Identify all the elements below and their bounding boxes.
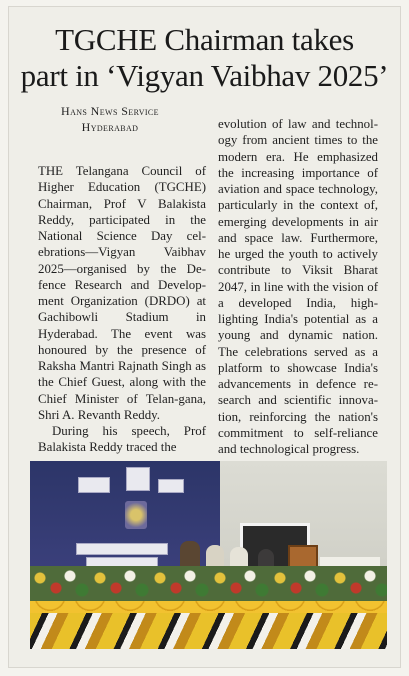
photo-flower-decoration xyxy=(30,566,387,606)
photo-sponsor-strip xyxy=(76,543,168,555)
article-column-right xyxy=(218,116,378,457)
byline-location: Hyderabad xyxy=(81,120,139,134)
paragraph-2: During his speech, Prof Balakista Reddy traced the xyxy=(38,424,206,455)
event-photo xyxy=(30,461,387,649)
headline-line-2: part in ‘Vigyan Vaibhav 2025’ xyxy=(20,58,389,93)
article-column-left xyxy=(38,163,206,456)
photo-banner xyxy=(158,479,184,493)
photo-stage-drape xyxy=(30,601,387,613)
byline xyxy=(30,103,190,135)
emblem-icon xyxy=(125,501,147,529)
photo-banner xyxy=(126,467,150,491)
photo-banner xyxy=(78,477,110,493)
headline-line-1: TGCHE Chairman takes xyxy=(55,22,354,57)
paragraph-1: THE Telangana Council of Higher Education (TGCHE) Chairman, Prof V Balakista Reddy, participated in the National Science Day cel-ebrations—Vigyan Vaibhav 2025—organised by the De-fence Research and Develop-ment Organization (DRDO) at Gachibowli Stadium in Hyderabad. The event was honoured by the presence of Raksha Mantri Rajnath Singh as the Chief Guest, along with the Chief Minister of Telan-gana, Shri A. Revanth Reddy. xyxy=(38,164,206,422)
article-headline xyxy=(14,22,395,94)
paragraph-3: evolution of law and technol-ogy from ancient times to the modern era. He emphasized the increasing importance of aviation and space technology, particularly in the context of, emerging developments in air and space law. Furthermore, he urged the youth to actively contribute to Viksit Bharat 2047, in line with the vision of a developed India, high-lighting India's potential as a young and dynamic nation. The celebrations served as a platform to showcase India's advancements in defence re-search and scientific innova-tion, reinforcing the nation's commitment to self-reliance and technological progress. xyxy=(218,117,378,456)
byline-agency: Hans News Service xyxy=(61,104,159,118)
